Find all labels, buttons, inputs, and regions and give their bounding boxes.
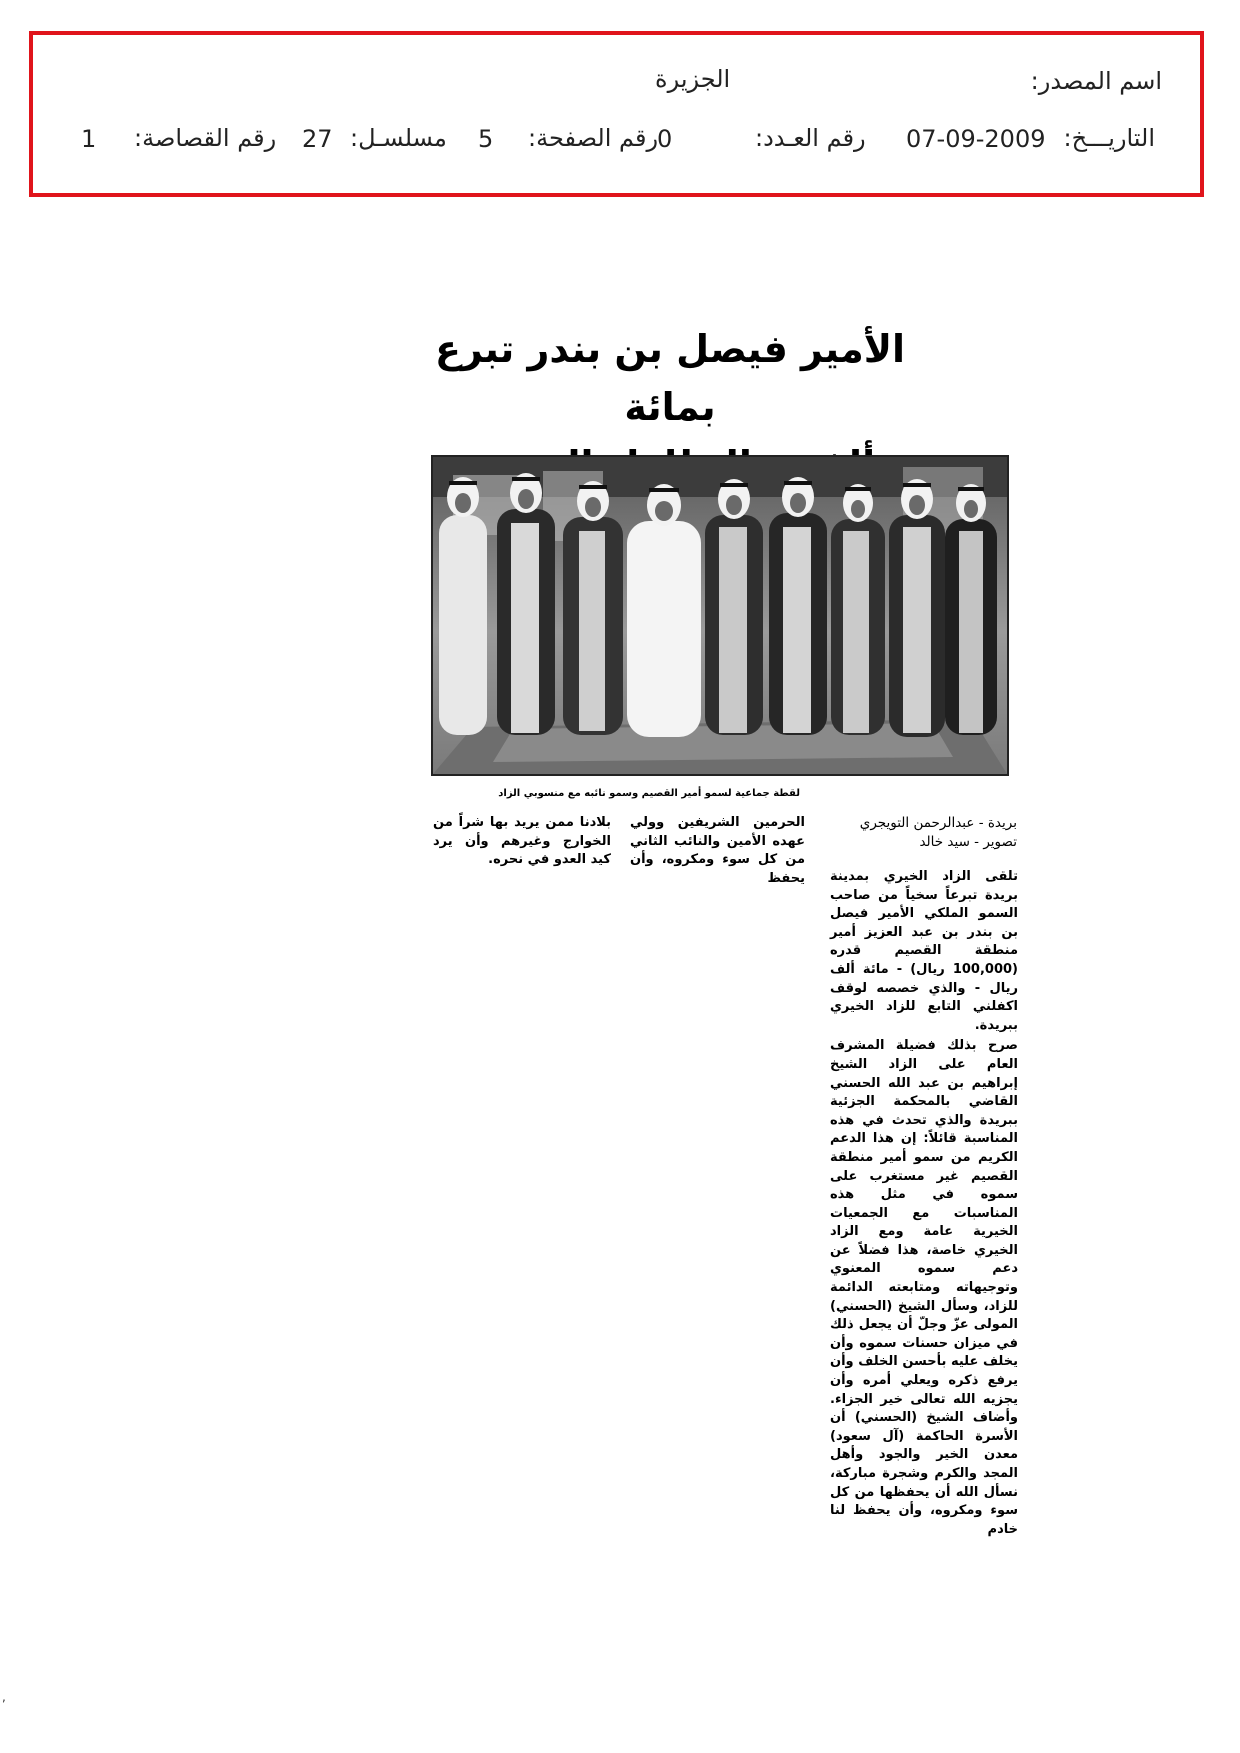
issue-label: رقم العـدد: — [755, 124, 866, 152]
group-photo — [431, 455, 1009, 776]
serial-value: 27 — [302, 125, 333, 153]
article-paragraph: صرح بذلك فضيلة المشرف العام على الزاد الشيخ إبراهيم بن عبد الله الحسني القاضي بالمحكمة الجزئية ببريدة والذي تحدث في هذه المناسبة قائلاً: إن هذا الدعم الكريم من سمو أمير منطقة القصيم غير مستغرب على سموه في مثل هذه المناسبات مع الجمعيات الخيرية عامة ومع الزاد الخيري خاصة، هذا فضلاً عن دعم سموه المعنوي وتوجيهاته ومتابعته الدائمة للزاد، وسأل الشيخ (الحسني) المولى عزّ وجلّ أن يجعل ذلك في ميزان حسنات سموه وأن يخلف عليه بأحسن الخلف وأن يرفع ذكره ويعلي أمره وأن يجزيه الله تعالى خير الجزاء. وأضاف الشيخ (الحسني) أن الأسرة الحاكمة (آل سعود) معدن الخير والجود وأهل المجد والكرم وشجرة مباركة، نسأل الله أن يحفظها من كل سوء ومكروه، وأن يحفظ لنا خادم — [830, 1038, 1018, 1537]
article-column-right — [830, 868, 1018, 1541]
page-label: رقم الصفحة: — [528, 124, 659, 152]
source-value: الجزيرة — [655, 65, 731, 93]
page-value: 5 — [478, 125, 494, 153]
clipping-info-box — [29, 31, 1204, 197]
headline-line-1: الأمير فيصل بن بندر تبرع بمائة — [434, 327, 906, 429]
serial-label: مسلسـل: — [350, 124, 447, 152]
article-paragraph: تلقى الزاد الخيري بمدينة بريدة تبرعاً سخياً من صاحب السمو الملكي الأمير فيصل بن بندر بن عبد العزيز أمير منطقة القصيم قدره (100,000 ريال) - مائة ألف ريال - والذي خصصه لوقف اكفلني التابع للزاد الخيري ببريدة. — [830, 869, 1018, 1033]
date-value: 07-09-2009 — [906, 125, 1046, 153]
article-paragraph: الحرمين الشريفين وولي عهده الأمين والنائب الثاني من كل سوء ومكروه، وأن يحفظ — [630, 815, 805, 886]
article-paragraph: بلادنا ممن يريد بها شراً من الخوارج وغيرهم وأن يرد كيد العدو في نحره. — [433, 815, 611, 868]
source-label: اسم المصدر: — [1030, 67, 1162, 95]
article-column-middle — [630, 814, 805, 890]
byline-author: بريدة - عبدالرحمن التويجري — [859, 815, 1017, 831]
issue-value: 0 — [657, 125, 673, 153]
article-column-left — [433, 814, 611, 872]
byline-photographer: تصوير - سيد خالد — [919, 834, 1017, 850]
clip-number-label: رقم القصاصة: — [134, 124, 277, 152]
clip-number-value: 1 — [81, 125, 97, 153]
photo-caption: لقطة جماعية لسمو أمير القصيم وسمو نائبه مع منسوبي الزاد — [498, 788, 800, 799]
article-byline — [860, 814, 1017, 852]
date-label: التاريـــخ: — [1063, 124, 1155, 152]
scan-mark: , — [2, 1690, 6, 1704]
